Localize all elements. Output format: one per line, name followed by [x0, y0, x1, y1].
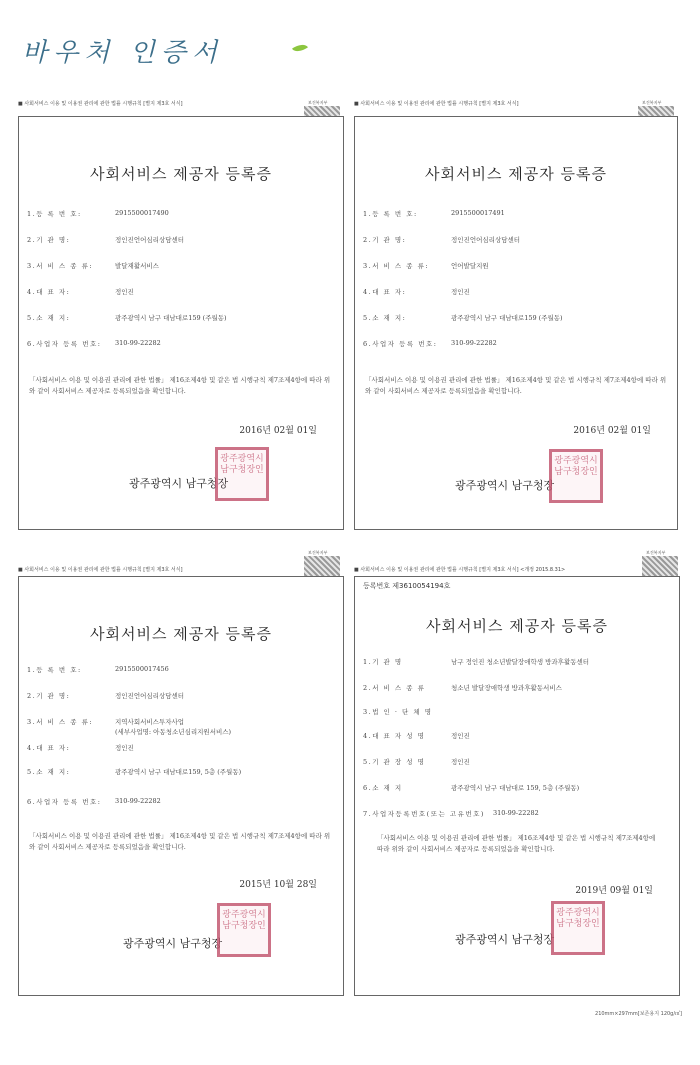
form-header: ■ 사회서비스 이용 및 이용권 관리에 관한 법률 시행규칙 [별지 제3호 서식]	[18, 100, 344, 107]
issue-date: 2016년 02월 01일	[573, 426, 651, 436]
row-business-no: 7.사업자등록번호(또는 고유번호) 310-99-22282	[363, 809, 539, 818]
certificate-frame	[18, 576, 344, 996]
official-seal: 광주광역시남구청장인	[549, 449, 603, 503]
leaf-icon	[292, 41, 308, 56]
certificate-title: 사회서비스 제공자 등록증	[426, 617, 608, 635]
qr-label: 보건복지부	[642, 100, 662, 105]
row-org-name: 1.기 관 명 남구 정인진 청소년발달장애학생 방과후활동센터	[363, 658, 590, 666]
issuer-name: 광주광역시 남구청장	[123, 937, 223, 950]
row-reg-no: 1.등 록 번 호: 2915500017490	[27, 209, 169, 218]
qr-label: 보건복지부	[308, 100, 328, 105]
row-org-name: 2.기 관 명: 정인진언어심리상담센터	[27, 236, 185, 244]
certificate-frame	[354, 576, 680, 996]
issue-date: 2015년 10월 28일	[239, 880, 317, 890]
official-seal: 광주광역시남구청장인	[551, 901, 605, 955]
certificate-title: 사회서비스 제공자 등록증	[425, 165, 607, 183]
certificate-title: 사회서비스 제공자 등록증	[90, 165, 272, 183]
certificate-statement: 「사회서비스 이용 및 이용권 관리에 관한 법률」 제16조제4항 및 같은 법 시행규칙 제7조제4항에 따라 위와 같이 사회서비스 제공자로 등록되었음을 확인합니다.	[29, 376, 331, 395]
issuer-name: 광주광역시 남구청장	[129, 477, 229, 490]
form-header: ■ 사회서비스 이용 및 이용권 관리에 관한 법률 시행규칙 [별지 제3호 서식] <개정 2015.8.31>	[354, 566, 642, 573]
row-service-type: 3.서 비 스 종 류: 지역사회서비스투자사업 (세부사업명: 아동청소년심리지원서비스)	[27, 718, 232, 736]
row-service-type: 3.서 비 스 종 류: 언어발달지원	[363, 262, 489, 270]
qr-label: 보건복지부	[646, 550, 666, 555]
certificate-statement: 「사회서비스 이용 및 이용권 관리에 관한 법률」 제16조제4항 및 같은 법 시행규칙 제7조제4항에 따라 위와 같이 사회서비스 제공자로 등록되었음을 확인합니다.	[365, 376, 667, 395]
certificate-2	[354, 100, 680, 530]
certificate-statement: 「사회서비스 이용 및 이용권 관리에 관한 법률」 제16조제4항 및 같은 법 시행규칙 제7조제4항에 따라 위와 같이 사회서비스 제공자로 등록되었음을 확인합니다.	[29, 832, 331, 851]
row-service-type: 2.서 비 스 종 류 청소년 발달장애학생 방과후활동서비스	[363, 684, 562, 692]
certificate-3	[18, 550, 344, 998]
form-header: ■ 사회서비스 이용 및 이용권 관리에 관한 법률 시행규칙 [별지 제3호 서식]	[354, 100, 680, 107]
qr-label: 보건복지부	[308, 550, 328, 555]
certificate-statement: 「사회서비스 이용 및 이용권 관리에 관한 법률」 제16조제4항 및 같은 법 시행규칙 제7조제4항에 따라 위와 같이 사회서비스 제공자로 등록되었음을 확인합니다.	[377, 834, 656, 853]
row-address: 5.소 재 지: 광주광역시 남구 대남대로159 (주월동)	[363, 314, 563, 322]
row-service-type: 3.서 비 스 종 류: 발달재활서비스	[27, 262, 159, 270]
paper-size-note: 210mm×297mm[보존용지 120g/㎡]	[595, 1011, 682, 1017]
row-representative: 4.대 표 자 성 명 정인진	[363, 732, 470, 740]
row-director: 5.기 관 장 성 명 정인진	[363, 758, 470, 766]
issuer-name: 광주광역시 남구청장	[455, 479, 555, 492]
issue-date: 2016년 02월 01일	[239, 426, 317, 436]
row-address: 5.소 재 지: 광주광역시 남구 대남대로159 (주월동)	[27, 314, 227, 322]
row-corporation-name: 3.법 인 · 단 체 명	[363, 708, 433, 716]
row-address: 6.소 재 지 광주광역시 남구 대남대로 159, 5층 (주월동)	[363, 784, 580, 792]
row-address: 5.소 재 지: 광주광역시 남구 대남대로159, 5층 (주월동)	[27, 768, 242, 776]
row-business-no: 6.사업자 등록 번호: 310-99-22282	[27, 797, 161, 806]
row-reg-no: 1.등 록 번 호: 2915500017456	[27, 665, 169, 674]
row-reg-no: 1.등 록 번 호: 2915500017491	[363, 209, 505, 218]
certificate-4	[354, 550, 682, 998]
row-representative: 4.대 표 자: 정인진	[27, 744, 134, 752]
row-business-no: 6.사업자 등록 번호: 310-99-22282	[27, 339, 161, 348]
row-business-no: 6.사업자 등록 번호: 310-99-22282	[363, 339, 497, 348]
row-representative: 4.대 표 자: 정인진	[27, 288, 134, 296]
issue-date: 2019년 09월 01일	[575, 886, 653, 896]
row-org-name: 2.기 관 명: 정인진언어심리상담센터	[363, 236, 521, 244]
row-org-name: 2.기 관 명: 정인진언어심리상담센터	[27, 692, 185, 700]
certificate-title: 사회서비스 제공자 등록증	[90, 625, 272, 643]
issuer-name: 광주광역시 남구청장	[455, 933, 555, 946]
official-seal: 광주광역시남구청장인	[215, 447, 269, 501]
certificate-frame	[18, 116, 344, 530]
form-header: ■ 사회서비스 이용 및 이용권 관리에 관한 법률 시행규칙 [별지 제3호 서식]	[18, 566, 344, 573]
certificate-frame	[354, 116, 678, 530]
row-representative: 4.대 표 자: 정인진	[363, 288, 470, 296]
registration-number: 등록번호 제3610054194호	[363, 582, 451, 590]
certificate-1	[18, 100, 344, 530]
official-seal: 광주광역시남구청장인	[217, 903, 271, 957]
page-title: 바우처 인증서	[22, 38, 223, 68]
